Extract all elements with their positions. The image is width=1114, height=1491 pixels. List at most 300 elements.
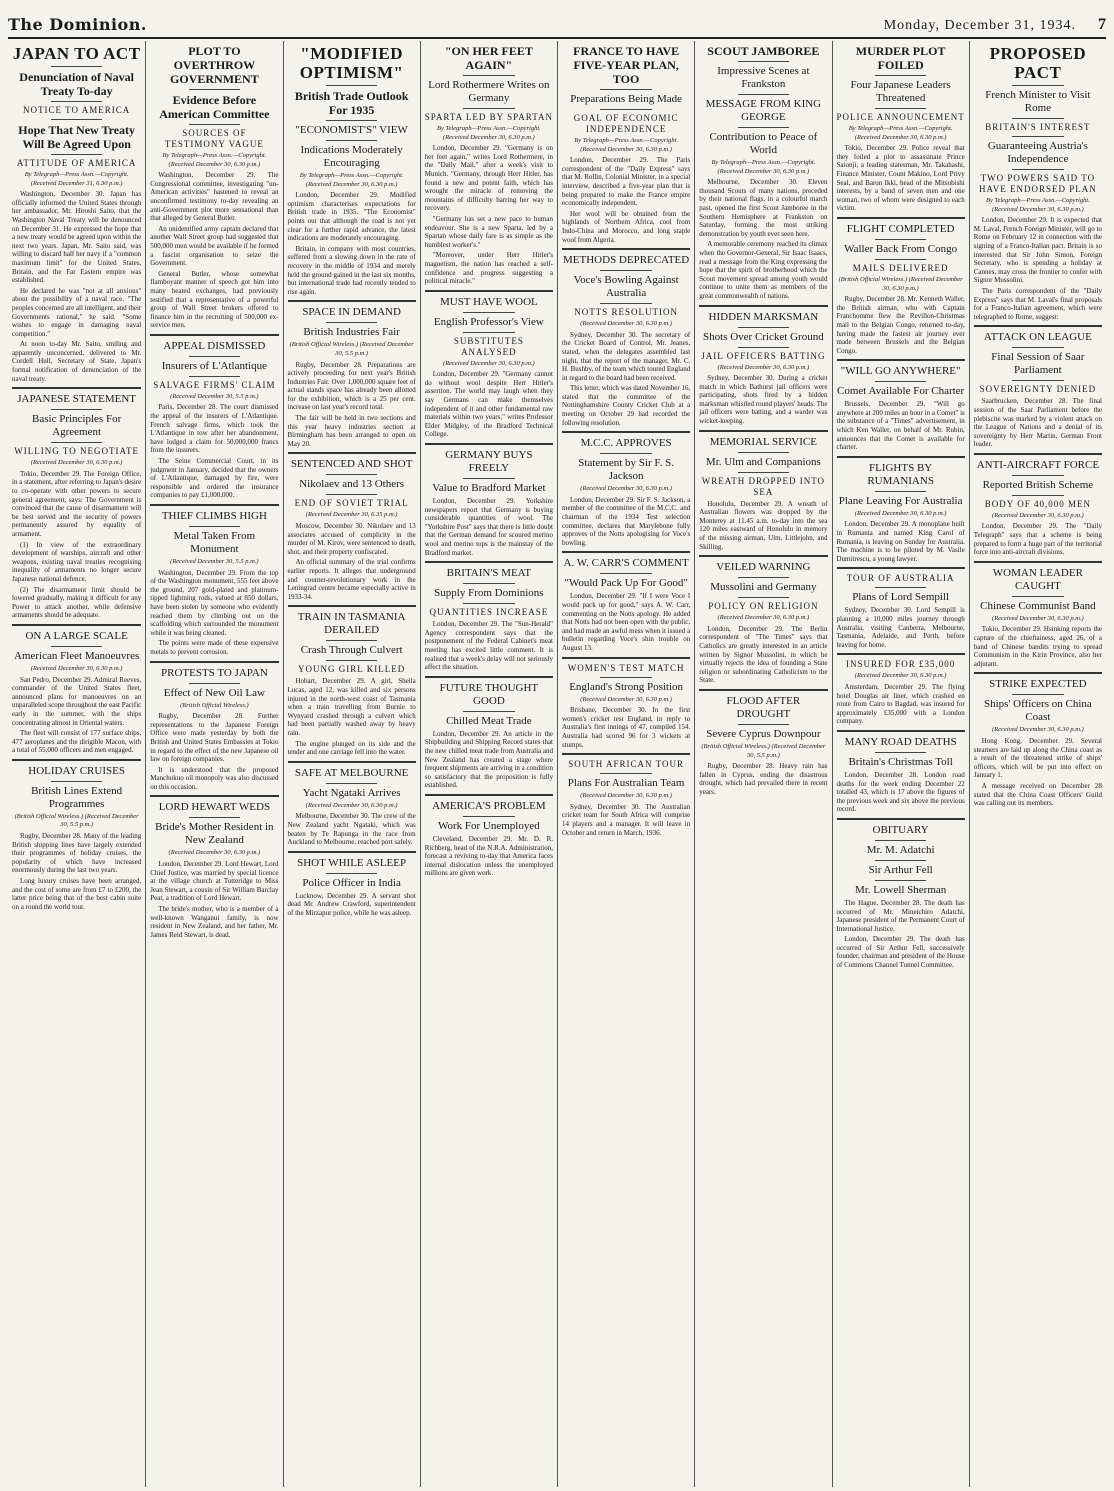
paragraph: London, December 29. "Germany is on her feet again," writes Lord Rothermere, in the "Daily Mail," after a week's visit to Munich. "Germany, through Herr Hitler, has found a new and potent faith, which has wrought the miracle of removing the mountains of difficulty barring her way to recovery. xyxy=(424,144,553,213)
article-separator xyxy=(150,334,278,336)
paragraph: London, December 29. Sir F. S. Jackson, a member of the committee of the M.C.C. and chairman of the 1934 Test selection committee, declares that Marylebone fully approves of the Notts apologising for Voce's bowling. xyxy=(562,495,691,547)
article xyxy=(425,449,553,557)
divider xyxy=(875,259,926,260)
divider xyxy=(51,119,103,120)
divider xyxy=(738,347,789,348)
paragraph: London, December 29. "Germany cannot do without wool despite Herr Hitler's assertion. The world may laugh when they say Germans can make themselves independent of it and other fundamental raw materials within two years," writes Professor Elder Midgley, of the Bradford Technical College. xyxy=(424,370,553,439)
divider xyxy=(326,85,377,86)
article xyxy=(425,682,553,790)
subheadline: Final Session of Saar Parliament xyxy=(991,351,1085,377)
article-body xyxy=(425,497,553,557)
paragraph: Amsterdam, December 29. The flying hotel Douglas air liner, which crashed en route from Cairo to Bagdad, was insured for approximately £35,000 with a London company. xyxy=(836,682,965,726)
headline: OBITUARY xyxy=(872,823,929,836)
article-separator xyxy=(288,761,416,763)
divider xyxy=(326,640,377,641)
article xyxy=(150,667,278,792)
article-body xyxy=(562,156,690,244)
divider xyxy=(51,646,103,647)
wire-credit: (Received December 30, 6.30 p.m.) xyxy=(717,614,810,622)
article-separator xyxy=(12,624,141,626)
headline: SAFE AT MELBOURNE xyxy=(294,766,409,779)
article-body xyxy=(837,295,965,355)
divider xyxy=(51,781,103,782)
paragraph: Melbourne, December 30. Eleven thousand Scouts of many nations, preceded by their national flags, in a colourful march past, opened the first Scout Jamboree in the Southern Hemisphere at Frankston on Saturday, forming the most striking demonstration by youth ever seen here. xyxy=(699,178,828,238)
subheadline: Mr. Ulm and Companions xyxy=(705,455,821,468)
article xyxy=(837,736,965,814)
article xyxy=(425,800,553,878)
divider xyxy=(600,573,651,574)
divider xyxy=(738,577,789,578)
paragraph: Rugby, December 28. Further representations to the Japanese Foreign Office were made yesterday by both the British and United States Embassies at Tokio in regard to the effect of the new Japanese oil law on foreign companies. xyxy=(150,712,279,764)
headline: "WILL GO ANYWHERE" xyxy=(840,365,961,378)
article xyxy=(974,678,1102,807)
wire-credit: By Telegraph—Press Assn.—Copyright. (Received December 30, 6.30 p.m.) xyxy=(574,137,678,153)
article xyxy=(562,437,690,547)
divider xyxy=(463,312,514,313)
headline: ANTI-AIRCRAFT FORCE xyxy=(976,458,1100,471)
divider xyxy=(600,677,651,678)
article-separator xyxy=(974,453,1102,455)
article xyxy=(837,462,965,564)
divider xyxy=(463,583,514,584)
paragraph: Tokio, December 29. Hsinking reports the capture of the chieftainess, aged 26, of a band of Chinese bandits trying to spread Communism in the Kirin Province, also her adjutant. xyxy=(973,625,1102,668)
subheadline: QUANTITIES INCREASE xyxy=(429,607,549,618)
wire-credit: By Telegraph—Press Assn.—Copyright. (Received December 30, 6.30 p.m.) xyxy=(848,125,953,141)
paragraph: (1) In view of the extraordinary development of warships, aircraft and other weapons, existing naval treaties recognising inequality of armaments no longer secure Japanese national defence. xyxy=(12,540,142,583)
divider xyxy=(875,108,926,109)
paragraph: London, December 29. The Paris correspondent of the "Daily Express" says that M. Rollin, Colonial Minister, in a special interview, described a five-year plan that is being prepared to make the France empire economically independent. xyxy=(562,156,691,208)
paragraph: Paris, December 28. The court dismissed the appeal of the insurers of L'Atlantique. French salvage firms, which took the L'Atlantique in tow after her abandonment, have lodged a claim for 50,000,000 francs from the insurers. xyxy=(150,403,279,455)
paragraph: Hong Kong, December 29. Several steamers are laid up along the China coast as a result of the threatened strike of ships' officers, which will be put into effect on January 1. xyxy=(973,737,1102,780)
divider xyxy=(738,472,789,473)
subheadline: SOURCES OF TESTIMONY VAGUE xyxy=(164,128,264,149)
article-body xyxy=(562,496,690,548)
divider xyxy=(600,89,651,90)
divider xyxy=(326,140,377,141)
paragraph: Moscow, December 30. Nikolaev and 13 associates accused of complicity in the murder of M. Kirov, were sentenced to death, shot, and their property confiscated. xyxy=(287,522,416,556)
column-1 xyxy=(8,41,145,1487)
subheadline: Crash Through Culvert xyxy=(300,644,403,657)
subheadline: England's Strong Position xyxy=(569,680,684,693)
divider xyxy=(51,101,103,102)
article-separator xyxy=(150,504,278,506)
wire-credit: (Received December 30, 6.30 p.m.) xyxy=(854,672,947,680)
columns xyxy=(8,41,1106,1487)
article-separator xyxy=(837,818,965,820)
paragraph: London, December 29. A monoplane built in Rumania and named King Carol of Rumania, is leaving on Sunday for Australia. The machine is to be piloted by M. Vasile Dumitrescu, a young lawyer. xyxy=(836,520,965,563)
subheadline: Plane Leaving For Australia xyxy=(838,494,963,507)
headline: STRIKE EXPECTED xyxy=(989,678,1087,691)
divider xyxy=(51,409,103,410)
divider xyxy=(738,452,789,453)
paragraph: The points were made of these expensive metals to prevent corrosion. xyxy=(150,639,279,656)
divider xyxy=(875,75,926,76)
article-separator xyxy=(150,661,278,663)
headline: MANY ROAD DEATHS xyxy=(844,735,957,748)
article xyxy=(837,659,965,726)
subheadline: SOVEREIGNTY DENIED xyxy=(979,384,1097,395)
wire-credit: (British Official Wireless.) xyxy=(180,701,249,709)
wire-credit: By Telegraph—Press Assn.—Copyright. (Received December 31, 6.30 p.m.) xyxy=(24,171,129,187)
paragraph: Her wool will be obtained from the highlands of Northern Africa, cool from Indo-China and Morocco, and long staple wool from Algeria. xyxy=(562,209,691,244)
paragraph: A message received on December 28 stated that the China Coast Officers' Guild was calling out its members. xyxy=(973,781,1102,808)
divider xyxy=(600,773,651,774)
subheadline: Bride's Mother Resident in New Zealand xyxy=(155,821,274,847)
headline: INSURED FOR £35,000 xyxy=(845,659,956,670)
divider xyxy=(1012,475,1063,476)
article-body xyxy=(150,712,278,791)
subheadline: NOTTS RESOLUTION xyxy=(574,307,678,318)
article xyxy=(150,340,278,500)
article-body xyxy=(974,216,1102,321)
divider xyxy=(51,442,103,443)
divider xyxy=(463,816,514,817)
paragraph: London, December 29. An article in the Shipbuilding and Shipping Record states that the new chilled meat trade from Australia and New Zealand has created a stage where frequent shipments are arriving in a condition so satisfactory that the proposition is fully established. xyxy=(424,729,553,790)
paragraph: Sydney, December 30. During a cricket match in which Bathurst jail officers were participating, shots fired by a hidden marksman whistled round players' heads. The jail officers were batting, and a warder was wicket-keeping. xyxy=(699,374,828,426)
paragraph: Long luxury cruises have been arranged, and the cost of some are from £7 to £200, the latter price being that of the best cabin suite on a round the world tour. xyxy=(12,877,142,911)
headline: PLOT TO OVERTHROW GOVERNMENT xyxy=(170,44,259,86)
wire-credit: By Telegraph—Press Assn.—Copyright. (Received December 30, 6.30 p.m.) xyxy=(162,152,267,168)
article-body xyxy=(562,331,690,428)
column-6 xyxy=(694,41,831,1487)
column-4 xyxy=(420,41,557,1487)
article-body xyxy=(12,190,141,383)
paragraph: Washington, December 30. Japan has officially informed the United States through her ambassador, Mr. Hiroshi Saito, that the Washington Naval Treaty will be denounced on December 31. He expressed the hope that a new treaty would be agreed upon within the next two years. Japan, Mr. Saito said, was willing to discard half her navy if a "common maximum limit" for the United States, Britain, and the Far Eastern empire was established. xyxy=(12,190,142,285)
divider xyxy=(600,303,651,304)
article-body xyxy=(974,397,1102,449)
divider xyxy=(463,711,514,712)
subheadline: Waller Back From Congo xyxy=(844,242,958,255)
subheadline: NOTICE TO AMERICA xyxy=(23,105,131,115)
paragraph: London, December 29. The "Sun-Herald" Agency correspondent says that the postponement of the Federal Cabinet's meat meeting has excited little comment. It is realised that a week's delay will not seriously affect the situation. xyxy=(424,620,553,672)
paragraph: Britain, in company with most countries, suffered from a slowing down in the rate of recovery in the middle of 1934 and merely held the ground gained in the last six months, but international trade had recently tended to rise again. xyxy=(287,244,416,296)
article-body xyxy=(699,374,827,426)
paragraph: Brussels, December 29. "Will go anywhere at 200 miles an hour in a Comet" is the substance of a "Times" advertisement, in which Ken Waller, on behalf of Mr. Rubin, announces that the Comet is available for charter. xyxy=(836,400,965,452)
headline: FLIGHTS BY RUMANIANS xyxy=(867,461,934,487)
divider xyxy=(463,75,514,76)
paragraph: Cleveland, December 29. Mr. D. R. Richberg, head of the N.R.A. Administration, forecast a reviving to-day that America faces internal dislocation unless the unemployed millions are given work. xyxy=(424,834,553,878)
paragraph: London, December 29. "If I were Voce I would pack up for good," says A. W. Carr, commenting on the Notts apology. He added that Notts had not been open with the public, and had made an awful mess when it issued a bulletin regarding Voce's shin trouble on August 13. xyxy=(562,592,691,652)
article-body xyxy=(974,737,1102,808)
subheadline: Britain's Christmas Toll xyxy=(848,755,953,768)
subheadline: END OF SOVIET TRIAL xyxy=(294,498,409,509)
paragraph: Tokio, December 29. The Foreign Office, in a statement, after referring to Japan's desire to co-operate with other powers to secure general agreement, says: The Government is convinced that the cause of disarmament will be best served and the security of powers permanently assured by equality of armament. xyxy=(12,469,142,538)
headline: SHOT WHILE ASLEEP xyxy=(297,856,407,869)
paragraph: Rugby, December 28. Heavy rain has fallen in Cyprus, ending the disastrous drought, which had prevailed there in recent years. xyxy=(699,762,828,796)
paragraph: Sydney, December 30. Lord Sempill is planning a 10,000 miles journey through Australia, visiting Canberra, Melbourne, Tasmania, Adelaide, and Perth, before leaving for home. xyxy=(836,606,965,649)
paragraph: Washington, December 29. The Congressional committee, investigating "un-American activities" hastened to reveal an unconfirmed testimony to-day revealing an anti-Government plot more sensational than that alleged by General Butler. xyxy=(150,171,279,223)
article-body xyxy=(837,400,965,452)
divider xyxy=(1012,118,1063,119)
subheadline: Comet Available For Charter xyxy=(837,385,965,398)
article xyxy=(837,824,965,970)
wire-credit: (Received December 30, 6.30 p.m.) xyxy=(580,792,672,800)
paragraph: General Butler, whose somewhat flamboyant manner of speech got him into many heated exchanges, had previously testified that a representative of a powerful group of Wall Street brokers offered to finance him in the recruiting of 500,000 ex-service men. xyxy=(150,269,279,330)
divider xyxy=(875,840,926,841)
subheadline: French Minister to Visit Rome xyxy=(985,89,1091,114)
article xyxy=(699,561,827,685)
headline: APPEAL DISMISSED xyxy=(163,339,266,352)
article-separator xyxy=(699,555,827,557)
article xyxy=(562,557,690,652)
headline: TRAIN IN TASMANIA DERAILED xyxy=(297,611,406,637)
wire-credit: By Telegraph—Press Assn.—Copyright. (Received December 30, 6.30 p.m.) xyxy=(299,172,404,188)
article-body xyxy=(837,683,965,726)
article xyxy=(974,567,1102,669)
divider xyxy=(326,474,377,475)
article-separator xyxy=(974,325,1102,327)
subheadline: Value to Bradford Market xyxy=(432,482,546,495)
subheadline: British Trade Outlook For 1935 xyxy=(294,89,409,117)
subheadline: TWO POWERS SAID TO HAVE ENDORSED PLAN xyxy=(978,173,1097,194)
subheadline: Metal Taken From Monument xyxy=(173,530,256,555)
article-separator xyxy=(425,290,553,292)
article-separator xyxy=(288,452,416,454)
headline: FUTURE THOUGHT GOOD xyxy=(439,681,539,707)
wire-credit: By Telegraph—Press Assn.—Copyright. (Received December 30, 6.30 p.m.) xyxy=(711,159,816,175)
subheadline: Evidence Before American Committee xyxy=(159,93,270,121)
headline: VEILED WARNING xyxy=(716,561,811,574)
divider xyxy=(1012,380,1063,381)
divider xyxy=(189,817,240,818)
article xyxy=(150,510,278,657)
subheadline: BODY OF 40,000 MEN xyxy=(984,498,1091,509)
headline: A. W. CARR'S COMMENT xyxy=(563,557,689,570)
wire-credit: (Received December 30, 6.30 p.m.) xyxy=(717,363,810,371)
divider xyxy=(875,860,926,861)
article-body xyxy=(699,500,827,552)
issue-date: Monday, December 31, 1934. xyxy=(883,18,1076,33)
article-separator xyxy=(699,689,827,691)
subheadline: WREATH DROPPED INTO SEA xyxy=(701,475,826,497)
article-body xyxy=(425,144,553,286)
article xyxy=(288,306,416,448)
article-separator xyxy=(837,217,965,219)
wire-credit: (Received December 30, 6.30 p.m.) xyxy=(580,320,672,328)
subheadline: "ECONOMIST'S" VIEW xyxy=(295,124,408,136)
divider xyxy=(51,154,103,155)
paragraph: The Hague, December 28. The death has occurred of Mr. Mineichiro Adatchi, Japanese president of the Permanent Court of International Justice. xyxy=(836,898,965,933)
article xyxy=(288,857,416,918)
wire-credit: (Received December 30, 6.30 p.m.) xyxy=(992,614,1084,622)
wire-credit: (Received December 30, 6.30 p.m.) xyxy=(30,664,123,672)
subheadline: British Industries Fair xyxy=(303,326,400,339)
paragraph: London, December 29. Lord Hewart, Lord Chief Justice, was married by special licence at the village church at Totteridge to Miss Jean Stewart, a cousin of Sir William Barclay Peat, a tradition of Lord Hewart. xyxy=(150,860,279,903)
paragraph: A memorable ceremony reached its climax when the Governor-General, Sir Isaac Isaacs, read a message from the King expressing the hope that the spirit of brotherhood which the Scout movement spread among youth would continue to unite them as members of the great commonwealth of nations. xyxy=(699,240,828,300)
divider xyxy=(1012,85,1063,86)
headline: "ON HER FEET AGAIN" xyxy=(444,44,533,72)
divider xyxy=(875,587,926,588)
headline: WOMEN'S TEST MATCH xyxy=(567,662,685,673)
wire-credit: (Received December 30, 5.5 p.m.) xyxy=(170,558,259,565)
article xyxy=(562,254,690,427)
subheadline: WILLING TO NEGOTIATE xyxy=(14,446,139,457)
article xyxy=(425,44,553,286)
article xyxy=(837,365,965,452)
article-separator xyxy=(699,305,827,307)
article-separator xyxy=(288,851,416,853)
article-separator xyxy=(974,561,1102,563)
subheadline: POLICE ANNOUNCEMENT xyxy=(836,112,965,122)
paragraph: At noon to-day Mr. Saito, smiling and apparently unconcerned, delivered to Mr. Cordell Hull, Secretary of State, Japan's formal notification of denunciation of the naval treaty. xyxy=(12,340,142,383)
article-separator xyxy=(837,567,965,569)
article-body xyxy=(562,592,690,652)
wire-credit: (Received December 30, 6.30 p.m.) xyxy=(992,726,1084,734)
article-body xyxy=(837,520,965,563)
article-body xyxy=(425,835,553,878)
paragraph: London, December 29. Modified optimism characterises expectations for British trade in 1935. "The Economist" points out that although the road is not yet clear for a further rapid advance, the latest indications are moderately encouraging. xyxy=(287,191,416,243)
article-separator xyxy=(562,753,690,755)
subheadline: SUBSTITUTES ANALYSED xyxy=(453,335,524,357)
article-separator xyxy=(699,430,827,432)
paragraph: Lucknow, December 29. A servant shot dead Mr. Andrew Crawford, superintendent of the Mirzapur police, while he was asleep. xyxy=(287,891,416,917)
subheadline: Basic Principles For Agreement xyxy=(32,413,122,439)
headline: MEMORIAL SERVICE xyxy=(709,435,817,448)
divider xyxy=(189,356,240,357)
divider xyxy=(189,683,240,684)
divider xyxy=(738,61,789,62)
article-separator xyxy=(562,551,690,553)
paragraph: Saarbrucken, December 28. The final session of the Saar Parliament before the plebiscite was marked by a violent attack on the League of Nations and a denial of its sovereignty by Herr Martin, German Front leader. xyxy=(973,397,1102,449)
article-separator xyxy=(837,359,965,361)
wire-credit: (Received December 30, 6.30 p.m.) xyxy=(30,459,123,467)
article xyxy=(699,44,827,301)
article-body xyxy=(288,191,416,296)
divider xyxy=(875,752,926,753)
article-separator xyxy=(425,443,553,445)
column-2 xyxy=(145,41,282,1487)
paragraph: He declared he was "not at all anxious" about the possibility of a naval race. "The peoples concerned are all intelligent, and their Governments rational," he said. "Some wishes to engage in damaging naval competition." xyxy=(12,286,142,338)
article-body xyxy=(837,899,965,970)
subheadline: Yacht Ngataki Arrives xyxy=(302,786,401,799)
article xyxy=(425,567,553,672)
subheadline: JAIL OFFICERS BATTING xyxy=(701,350,826,361)
article xyxy=(562,44,690,244)
subheadline: English Professor's View xyxy=(433,315,544,328)
divider xyxy=(738,327,789,328)
subheadline: Four Japanese Leaders Threatened xyxy=(850,79,951,104)
subheadline: Insurers of L'Atlantique xyxy=(161,359,267,372)
divider xyxy=(875,880,926,881)
subheadline: Chilled Meat Trade xyxy=(446,714,532,727)
article-separator xyxy=(562,248,690,250)
headline: SENTENCED AND SHOT xyxy=(290,458,413,471)
wire-credit: (Received December 30, 6.35 p.m.) xyxy=(305,511,398,519)
subheadline: "Would Pack Up For Good" xyxy=(564,577,688,590)
article-separator xyxy=(425,676,553,678)
article xyxy=(12,393,141,620)
wire-credit: (British Official Wireless.) (Received December 30, 6.30 p.m.) xyxy=(838,275,963,292)
article xyxy=(288,767,416,847)
headline: ATTACK ON LEAGUE xyxy=(983,331,1092,344)
subheadline: Chinese Communist Band xyxy=(980,599,1096,612)
article xyxy=(699,436,827,552)
paragraph: Honolulu, December 29. A wreath of Australian flowers was dropped by the Monterey at 11.45 a.m. to-day into the sea 120 miles eastward of Honolulu in memory of the missing airman, Ulm, Littlejohn, and Skilling. xyxy=(699,499,828,551)
article xyxy=(699,311,827,426)
paragraph: San Pedro, December 29. Admiral Reeves, commander of the United States fleet, announced plans for manoeuvres on an unparalleled scope throughout the east Pacific early in the summer, with the ships concentrating almost in Oriental waters. xyxy=(12,675,142,727)
headline: PROTESTS TO JAPAN xyxy=(160,666,268,679)
article xyxy=(150,44,278,330)
wire-credit: (Received December 30, 6.30 p.m.) xyxy=(580,695,672,703)
paragraph: This letter, which was dated November 16, stated that the committee of the Nottinghamshire County Cricket Club at a meeting on October 29 had recorded the following resolution. xyxy=(562,384,691,427)
article-body xyxy=(288,812,416,846)
subheadline: Mr. Lowell Sherman xyxy=(854,883,947,896)
divider xyxy=(1012,596,1063,597)
divider xyxy=(463,108,514,109)
paragraph: Rugby, December 28. Mr. Kenneth Waller, the British airman, who with Captain Franchomme flew the Revillon-Christmas mail to the Belgian Congo, returned to-day, having made the fastest air journey ever made between Brussels and the Belgian Congo. xyxy=(836,295,965,355)
article-separator xyxy=(150,795,278,797)
divider xyxy=(1012,136,1063,137)
article-separator xyxy=(974,672,1102,674)
subheadline: Voce's Bowling Against Australia xyxy=(573,274,679,300)
divider xyxy=(1012,347,1063,348)
article-body xyxy=(562,803,690,837)
article-body xyxy=(150,569,278,657)
article-separator xyxy=(837,653,965,655)
article xyxy=(288,458,416,601)
divider xyxy=(1012,169,1063,170)
divider xyxy=(738,597,789,598)
subheadline: MAILS DELIVERED xyxy=(852,262,949,273)
subheadline: GOAL OF ECONOMIC INDEPENDENCE xyxy=(573,113,679,134)
article xyxy=(288,44,416,296)
article-separator xyxy=(837,730,965,732)
wire-credit: (British Official Wireless.) (Received December 30, 5.5 p.m.) xyxy=(701,742,826,759)
subheadline: MESSAGE FROM KING GEORGE xyxy=(705,98,822,123)
headline: FRANCE TO HAVE FIVE-YEAR PLAN, TOO xyxy=(573,44,680,86)
wire-credit: By Telegraph—Press Assn.—Copyright. (Received December 30, 6.30 p.m.) xyxy=(436,125,541,141)
article-body xyxy=(12,832,141,911)
paragraph: Melbourne, December 30. The crew of the New Zealand yacht Ngataki, which was beaten by Te Rapunga in the race from Auckland to Melbourne, reached port safely. xyxy=(287,812,416,847)
masthead xyxy=(8,0,1106,39)
article-separator xyxy=(562,431,690,433)
headline: GERMANY BUYS FREELY xyxy=(445,449,533,475)
divider xyxy=(875,239,926,240)
newspaper-title: The Dominion. xyxy=(8,15,147,34)
paragraph: London, December 29. The "Daily Telegraph" says that a scheme is being prepared to form a huge part of the territorial force into anti-aircraft divisions. xyxy=(973,522,1102,557)
subheadline: ATTITUDE OF AMERICA xyxy=(16,158,137,168)
subheadline: BRITAIN'S INTEREST xyxy=(985,122,1091,132)
paragraph: London, December 28. London road deaths for the week ending December 22 totalled 43, which is 17 above the figures of the previous week and six above the previous record. xyxy=(836,770,965,814)
wire-credit: (Received December 30, 6.30 p.m.) xyxy=(580,485,672,493)
headline: MUST HAVE WOOL xyxy=(439,295,538,308)
divider xyxy=(326,873,377,874)
column-8 xyxy=(969,41,1106,1487)
paragraph: The Paris correspondent of the "Daily Express" says that M. Laval's final proposals for a Franco-Italian agreement, which were telegraphed to Rome, suggest: xyxy=(973,286,1102,321)
headline: AMERICA'S PROBLEM xyxy=(432,799,546,812)
article-separator xyxy=(288,300,416,302)
article-body xyxy=(150,171,278,330)
subheadline: Plans of Lord Sempill xyxy=(852,591,950,604)
article-separator xyxy=(425,561,553,563)
subheadline: SPARTA LED BY SPARTAN xyxy=(424,112,554,122)
article-body xyxy=(12,676,141,755)
paragraph: London, December 29. It is expected that M. Laval, French Foreign Minister, will go to Rome on February 12 in connection with the signing of a Franco-Italian pact. Britain is so interested that Sir John Simon, Foreign Secretary, who is spending a holiday at Cannes, may cross the frontier to confer with Signor Mussolini. xyxy=(973,216,1102,285)
divider xyxy=(326,120,377,121)
paragraph: Sydney, December 30. The secretary of the Cricket Board of Control, Mr. Jeanes, stated, when the delegates assembled last night, that the report of the manager, Mr. C. H. Bushby, of the team which toured England in regard to the board had been received. xyxy=(562,330,691,382)
divider xyxy=(189,124,240,125)
article xyxy=(974,331,1102,449)
headline: MURDER PLOT FOILED xyxy=(855,44,946,72)
divider xyxy=(738,724,789,725)
paragraph: London, December 29. Yorkshire newspapers report that Germany is buying considerable quantities of wool. The "Yorkshire Post" says that there is little doubt that the German demand for scoured merino wool and merino tops is the mainstay of the Bradford market. xyxy=(424,497,553,557)
headline: HOLIDAY CRUISES xyxy=(28,764,125,777)
paragraph: London, December 29. The death has occurred of Sir Arthur Fell, successively founder, chairman and president of the House of Commons Channel Tunnel Committee. xyxy=(836,935,965,970)
divider xyxy=(189,526,240,527)
headline: SCOUT JAMBOREE xyxy=(707,44,820,58)
divider xyxy=(326,783,377,784)
paragraph: Washington, December 29. From the top of the Washington monument, 555 feet above the ground, 207 gold-plated and platinum-tipped lightning rods, valued at 850 dollars, have been stolen by someone who evidently reached them by climbing out on the scaffolding which surrounded the monument while it was being cleaned. xyxy=(150,568,279,637)
